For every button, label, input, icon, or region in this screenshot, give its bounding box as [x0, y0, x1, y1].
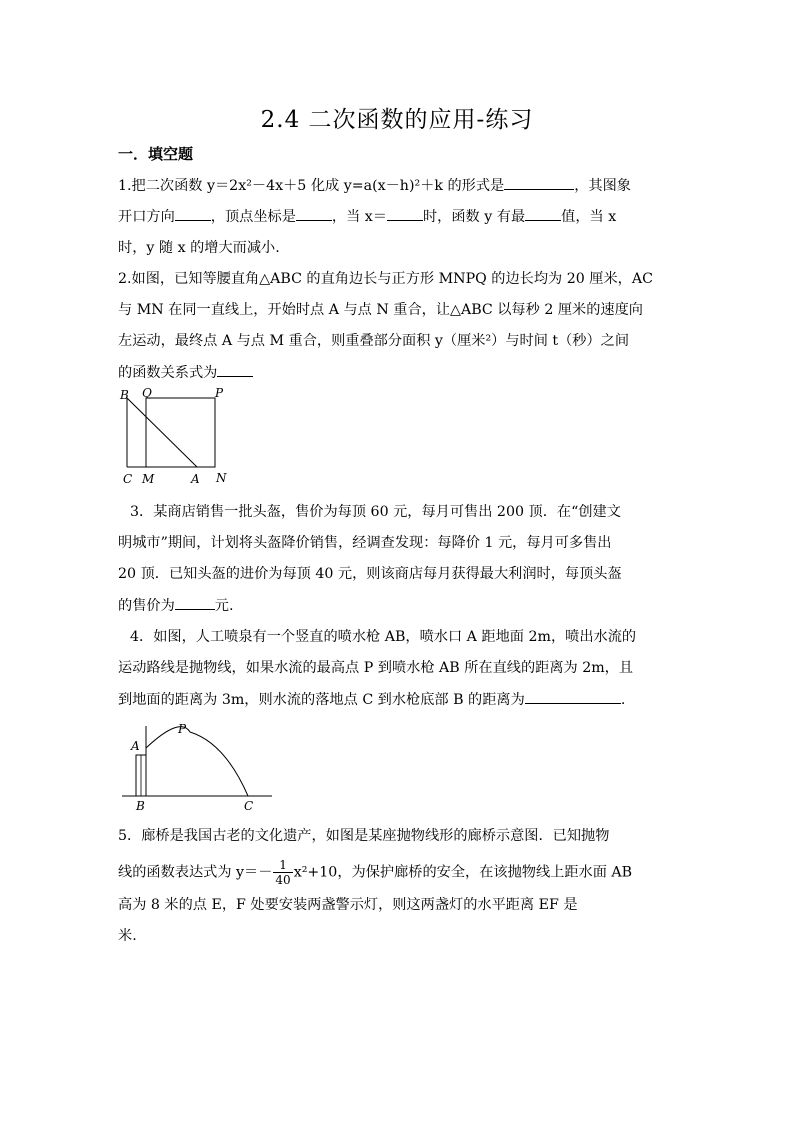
answer-blank[interactable] — [525, 206, 561, 221]
answer-blank[interactable] — [217, 362, 253, 377]
q4-text: . — [620, 692, 626, 708]
label-p: P — [215, 386, 224, 400]
water-parabola — [146, 727, 248, 796]
q1-text: 值，当 x — [561, 209, 617, 225]
q1-text: ，顶点坐标是 — [210, 209, 296, 225]
q2-line-2: 与 MN 在同一直线上，开始时点 A 与点 N 重合，让△ABC 以每秒 2 厘米的速度向 — [118, 302, 643, 318]
q1-text: 时，函数 y 有最 — [422, 209, 526, 225]
label-b: B — [136, 799, 145, 813]
q5-line-2 — [118, 858, 678, 887]
label-c: C — [244, 799, 254, 813]
fraction-numerator: 1 — [273, 858, 292, 873]
q5-text: x²+10，为保护廊桥的安全，在该抛物线上距水面 AB — [293, 864, 633, 881]
q1-text: 1.把二次函数 y＝2x²－4x＋5 化成 y=a(x－h)²＋k 的形式是 — [118, 178, 505, 194]
page-title: 2.4 二次函数的应用-练习 — [260, 107, 534, 133]
q2-line-4 — [118, 362, 678, 383]
q5-line-3: 高为 8 米的点 E，F 处要安装两盏警示灯，则这两盏灯的水平距离 EF 是 — [118, 897, 578, 913]
q1-text: ，当 x＝ — [331, 209, 387, 225]
label-b: B — [120, 388, 129, 402]
q4-text: 到地面的距离为 3m，则水流的落地点 C 到水枪底部 B 的距离为 — [118, 692, 525, 708]
answer-blank[interactable] — [504, 175, 574, 190]
answer-blank[interactable] — [525, 689, 621, 704]
label-a: A — [191, 472, 200, 486]
q4-figure — [120, 718, 276, 814]
q4-line-2: 运动路线是抛物线，如果水流的最高点 P 到喷水枪 AB 所在直线的距离为 2m，且 — [118, 660, 634, 676]
q1-line-3: 时，y 随 x 的增大而减小. — [118, 240, 280, 256]
q4-line-3 — [118, 689, 678, 710]
q4-line-1: 4．如图，人工喷泉有一个竖直的喷水枪 AB，喷水口 A 距地面 2m，喷出水流的 — [130, 629, 637, 645]
q5-text: 线的函数表达式为 y＝－ — [118, 864, 273, 881]
side-ab — [127, 398, 197, 467]
q3-line-4 — [118, 595, 678, 616]
q2-line-3: 左运动，最终点 A 与点 M 重合，则重叠部分面积 y（厘米²）与时间 t（秒）之间 — [118, 333, 630, 349]
label-n: N — [216, 471, 227, 485]
square-mnpq — [146, 398, 215, 467]
label-q: Q — [142, 386, 152, 400]
label-c: C — [123, 472, 133, 486]
label-p: P — [178, 722, 187, 736]
answer-blank[interactable] — [175, 206, 211, 221]
q5-line-4: 米. — [118, 928, 137, 944]
answer-blank[interactable] — [296, 206, 332, 221]
q3-line-1: 3．某商店销售一批头盔，售价为每顶 60 元，每月可售出 200 顶．在“创建文 — [130, 504, 621, 520]
q1-text: 开口方向 — [118, 209, 175, 225]
q2-line-1: 2.如图，已知等腰直角△ABC 的直角边长与正方形 MNPQ 的边长均为 20 厘米，AC — [118, 271, 653, 287]
q1-text: ，其图象 — [574, 178, 631, 194]
q1-line-1 — [118, 175, 678, 196]
q3-text: 元. — [214, 598, 234, 614]
q1-line-2 — [118, 206, 678, 227]
q5-line-1: 5．廊桥是我国古老的文化遗产，如图是某座抛物线形的廊桥示意图．已知抛物 — [118, 828, 610, 844]
fraction — [273, 858, 292, 887]
fraction-denominator: 40 — [275, 873, 291, 887]
label-a: A — [131, 739, 140, 753]
q3-line-3: 20 顶．已知头盔的进价为每顶 40 元，则该商店每月获得最大利润时，每顶头盔 — [118, 566, 622, 582]
q2-figure — [112, 384, 238, 488]
q2-text: 的函数关系式为 — [118, 365, 218, 381]
label-m: M — [142, 472, 155, 486]
q3-line-2: 明城市”期间，计划将头盔降价销售，经调查发现：每降价 1 元，每月可多售出 — [118, 535, 612, 551]
q3-text: 的售价为 — [118, 598, 175, 614]
section-heading: 一．填空题 — [118, 145, 194, 163]
answer-blank[interactable] — [387, 206, 423, 221]
answer-blank[interactable] — [175, 595, 215, 610]
